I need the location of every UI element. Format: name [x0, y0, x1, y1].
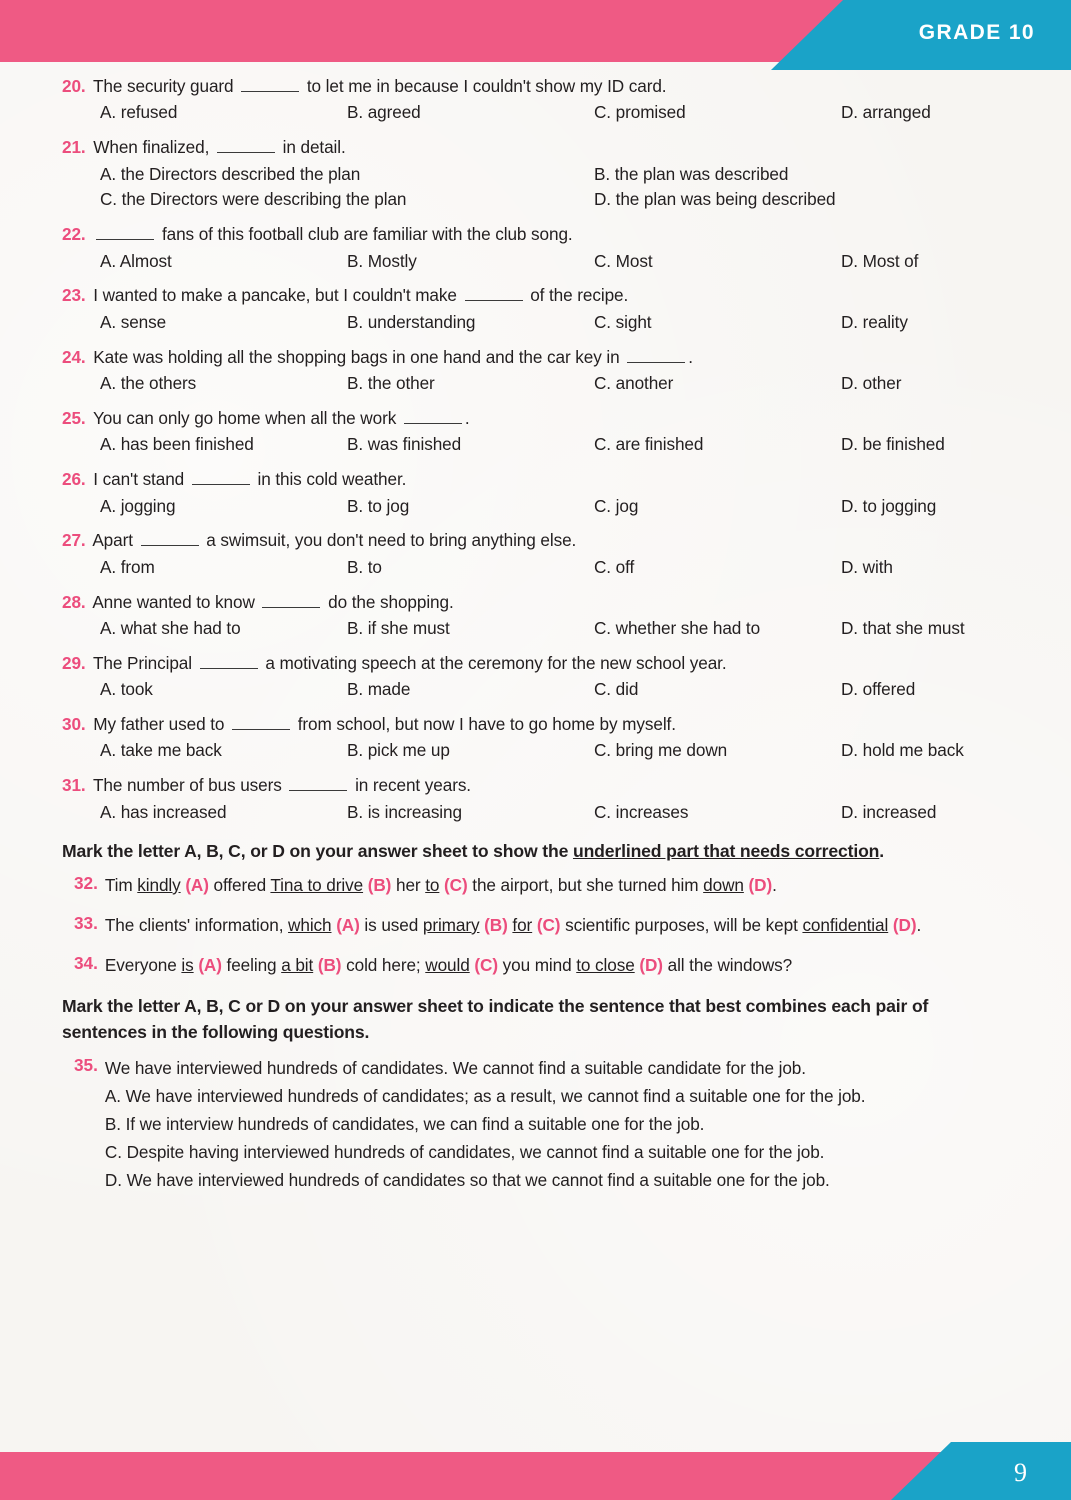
- instruction-correction-before: Mark the letter A, B, C, or D on your answer sheet to show the: [62, 841, 573, 862]
- correction-question: [62, 913, 1010, 939]
- option[interactable]: C. sight: [594, 311, 652, 332]
- combine-question: [62, 1055, 1010, 1194]
- option-list: [62, 616, 1010, 642]
- question-stem-after: in detail.: [277, 137, 346, 158]
- question-stem-before: I can't stand: [88, 469, 189, 490]
- text-segment: .: [916, 914, 922, 935]
- question-number: 30.: [62, 713, 86, 734]
- answer-blank: [141, 533, 199, 546]
- answer-blank: [262, 595, 320, 608]
- text-segment: the airport, but she turned him: [467, 874, 704, 895]
- question-stem-after: from school, but now I have to go home by myself.: [293, 713, 676, 734]
- underlined-segment[interactable]: kindly: [137, 874, 181, 895]
- page-content: [62, 74, 1010, 1195]
- question-stem-before: The security guard: [88, 76, 239, 96]
- option[interactable]: A. the others: [100, 373, 197, 394]
- option[interactable]: C. did: [594, 679, 639, 700]
- text-segment: Tim: [104, 874, 138, 895]
- question-block: [62, 135, 1010, 213]
- correction-question: [62, 873, 1010, 899]
- text-segment: scientific purposes, will be kept: [560, 914, 803, 935]
- option[interactable]: C. jog: [594, 495, 639, 516]
- question-stem-before: I wanted to make a pancake, but I couldn't make: [88, 285, 462, 306]
- combine-question-options: [105, 1083, 866, 1194]
- correction-choice-letter[interactable]: (B): [484, 914, 508, 935]
- text-segment: her: [391, 874, 426, 895]
- question-block: [62, 345, 1010, 397]
- answer-blank: [217, 140, 275, 153]
- option[interactable]: B. understanding: [347, 311, 476, 332]
- grade-label: GRADE 10: [918, 21, 1035, 44]
- question-stem-after: in this cold weather.: [252, 469, 407, 490]
- correction-question-number: 34.: [74, 952, 98, 973]
- option[interactable]: C. promised: [594, 102, 686, 123]
- correction-question-text: [105, 873, 777, 899]
- answer-blank: [200, 656, 258, 669]
- question-stem-before: Kate was holding all the shopping bags in one hand and the car key in: [88, 346, 625, 367]
- combine-option[interactable]: C. Despite having interviewed hundreds of candidates, we cannot find a suitable one for the job.: [104, 1141, 825, 1162]
- question-block: [62, 283, 1010, 335]
- text-segment: .: [772, 874, 777, 895]
- option-list: [62, 310, 1010, 336]
- underlined-segment[interactable]: to: [425, 874, 440, 895]
- option[interactable]: D. hold me back: [841, 740, 964, 761]
- text-segment: all the windows?: [662, 954, 793, 975]
- option[interactable]: C. off: [594, 556, 635, 577]
- option[interactable]: B. to jog: [347, 495, 410, 516]
- correction-choice-letter[interactable]: (C): [474, 954, 498, 975]
- question-stem: [62, 283, 1010, 307]
- text-segment: cold here;: [341, 954, 426, 975]
- option[interactable]: B. was finished: [347, 434, 462, 455]
- question-stem-after: do the shopping.: [323, 591, 454, 612]
- option[interactable]: B. to: [347, 556, 382, 577]
- option[interactable]: D. other: [841, 373, 902, 394]
- question-number: 28.: [62, 591, 86, 612]
- option[interactable]: A. took: [100, 679, 153, 700]
- option[interactable]: D. be finished: [841, 434, 945, 455]
- correction-question-number: 33.: [74, 912, 98, 933]
- correction-question-text: [105, 953, 792, 979]
- option[interactable]: C. increases: [594, 801, 689, 822]
- question-stem-after: a motivating speech at the ceremony for the new school year.: [260, 652, 727, 673]
- question-number: 27.: [62, 530, 86, 551]
- underlined-segment[interactable]: which: [288, 914, 332, 935]
- question-stem: [62, 590, 1010, 614]
- correction-question-number: 32.: [74, 872, 98, 893]
- question-stem-before: The number of bus users: [88, 775, 287, 796]
- text-segment: feeling: [221, 954, 282, 975]
- question-stem: [62, 712, 1010, 736]
- option-row: [100, 187, 1010, 213]
- question-stem: [62, 651, 1010, 675]
- correction-choice-letter[interactable]: (C): [536, 914, 561, 935]
- option[interactable]: A. take me back: [100, 740, 222, 761]
- option[interactable]: B. Mostly: [347, 250, 417, 271]
- correction-choice-letter[interactable]: (D): [892, 914, 917, 935]
- question-number: 25.: [62, 407, 86, 428]
- correction-choice-letter[interactable]: (B): [367, 874, 392, 895]
- underlined-segment[interactable]: a bit: [281, 954, 314, 975]
- option[interactable]: B. is increasing: [347, 801, 462, 822]
- correction-choice-letter[interactable]: (B): [317, 954, 342, 975]
- question-stem-before: When finalized,: [88, 137, 214, 158]
- option-list: [62, 371, 1010, 397]
- option-list: [62, 494, 1010, 520]
- option[interactable]: D. arranged: [841, 102, 931, 123]
- underlined-segment[interactable]: is: [181, 954, 194, 975]
- option-list: [62, 677, 1010, 703]
- page-header: [0, 0, 1071, 70]
- question-block: [62, 74, 1010, 126]
- question-stem-before: You can only go home when all the work: [88, 407, 401, 428]
- answer-blank: [465, 288, 523, 301]
- option-list: [62, 738, 1010, 764]
- instruction-correction-after: .: [879, 841, 885, 862]
- question-stem: [62, 135, 1010, 159]
- question-stem-after: .: [688, 346, 693, 367]
- option[interactable]: A. the Directors described the plan: [100, 163, 361, 184]
- option[interactable]: D. Most of: [841, 250, 919, 271]
- question-block: [62, 651, 1010, 703]
- question-block: [62, 590, 1010, 642]
- text-segment: Everyone: [104, 954, 182, 975]
- option-list: [62, 800, 1010, 826]
- option[interactable]: B. agreed: [347, 102, 421, 123]
- correction-choice-letter[interactable]: (A): [198, 954, 222, 975]
- option[interactable]: D. to jogging: [841, 495, 937, 516]
- underlined-segment[interactable]: Tina to drive: [270, 874, 364, 895]
- text-segment: offered: [208, 874, 271, 895]
- option[interactable]: B. the other: [347, 373, 435, 394]
- answer-blank: [192, 472, 250, 485]
- option[interactable]: A. has increased: [100, 801, 227, 822]
- question-stem: [62, 74, 1010, 98]
- correction-choice-letter[interactable]: (C): [444, 874, 468, 895]
- question-number: 31.: [62, 775, 86, 796]
- option-row: [100, 162, 1010, 188]
- option[interactable]: C. the Directors were describing the plan: [100, 189, 407, 210]
- question-block: [62, 528, 1010, 580]
- question-block: [62, 773, 1010, 825]
- option[interactable]: D. that she must: [841, 617, 965, 638]
- option[interactable]: A. refused: [100, 102, 178, 123]
- question-number: 21.: [62, 137, 86, 158]
- option[interactable]: A. Almost: [100, 250, 172, 271]
- option[interactable]: D. reality: [841, 311, 908, 332]
- question-number: 26.: [62, 469, 86, 490]
- answer-blank: [96, 227, 154, 240]
- option[interactable]: A. from: [100, 556, 155, 577]
- option-list: [62, 162, 1010, 214]
- option[interactable]: C. Most: [594, 250, 653, 271]
- option[interactable]: D. offered: [841, 679, 916, 700]
- answer-blank: [232, 717, 290, 730]
- correction-question-text: [105, 913, 921, 939]
- question-stem-before: Anne wanted to know: [88, 591, 260, 612]
- correction-choice-letter[interactable]: (D): [748, 874, 773, 895]
- option[interactable]: C. are finished: [594, 434, 704, 455]
- correction-question: [62, 953, 1010, 979]
- option[interactable]: D. with: [841, 556, 893, 577]
- question-stem-after: a swimsuit, you don't need to bring anything else.: [201, 530, 577, 551]
- question-stem: [62, 773, 1010, 797]
- option[interactable]: A. has been finished: [100, 434, 254, 455]
- question-stem-after: fans of this football club are familiar with the club song.: [157, 224, 573, 245]
- combine-question-number: 35.: [74, 1055, 98, 1076]
- question-number: 24.: [62, 346, 86, 367]
- answer-blank: [241, 79, 299, 92]
- question-stem-before: Apart: [88, 530, 138, 551]
- correction-choice-letter[interactable]: (A): [185, 874, 209, 895]
- question-stem-after: .: [464, 407, 470, 428]
- underlined-segment[interactable]: confidential: [802, 914, 889, 935]
- underlined-segment[interactable]: down: [703, 874, 744, 895]
- question-number: 23.: [62, 285, 86, 306]
- combine-question-body: [105, 1055, 866, 1194]
- option[interactable]: A. what she had to: [100, 617, 241, 638]
- question-stem: [62, 528, 1010, 552]
- option-list: [62, 432, 1010, 458]
- answer-blank: [289, 778, 347, 791]
- instruction-correction-underlined: underlined part that needs correction: [572, 841, 880, 862]
- header-pink-band: [0, 0, 880, 62]
- question-number: 22.: [62, 224, 86, 245]
- question-stem: [62, 406, 1010, 430]
- question-block: [62, 467, 1010, 519]
- option-list: [62, 100, 1010, 126]
- footer-pink-band: [0, 1452, 1000, 1500]
- option[interactable]: B. made: [347, 679, 411, 700]
- option-list: [62, 249, 1010, 275]
- combine-option[interactable]: A. We have interviewed hundreds of candidates; as a result, we cannot find a suitable one for the job.: [104, 1086, 866, 1107]
- text-segment: is used: [359, 914, 423, 935]
- correction-choice-letter[interactable]: (A): [336, 914, 360, 935]
- correction-choice-letter[interactable]: (D): [639, 954, 663, 975]
- question-stem: [62, 345, 1010, 369]
- question-block: [62, 406, 1010, 458]
- question-number: 20.: [62, 76, 86, 96]
- question-block: [62, 222, 1010, 274]
- option-list: [62, 555, 1010, 581]
- underlined-segment[interactable]: to close: [576, 954, 635, 975]
- option[interactable]: D. increased: [841, 801, 937, 822]
- answer-blank: [404, 411, 462, 424]
- text-segment: you mind: [497, 954, 577, 975]
- question-stem-before: My father used to: [88, 713, 230, 734]
- question-stem-after: to let me in because I couldn't show my ID card.: [302, 76, 667, 96]
- question-block: [62, 712, 1010, 764]
- combine-option[interactable]: B. If we interview hundreds of candidates, we can find a suitable one for the job.: [104, 1114, 705, 1135]
- option[interactable]: D. the plan was being described: [594, 189, 836, 210]
- answer-blank: [627, 350, 685, 363]
- option[interactable]: C. bring me down: [594, 740, 728, 761]
- question-stem: [62, 222, 1010, 246]
- option[interactable]: A. jogging: [100, 495, 176, 516]
- option[interactable]: A. sense: [100, 311, 167, 332]
- correction-questions: [62, 873, 1010, 978]
- option[interactable]: B. pick me up: [347, 740, 450, 761]
- multiple-choice-questions: [62, 74, 1010, 825]
- underlined-segment[interactable]: would: [425, 954, 470, 975]
- instruction-combine: Mark the letter A, B, C or D on your answer sheet to indicate the sentence that best combines each pair of sentences in the following questions.: [62, 996, 929, 1042]
- text-segment: The clients' information,: [104, 914, 289, 935]
- combine-option[interactable]: D. We have interviewed hundreds of candidates so that we cannot find a suitable one for the job.: [104, 1169, 830, 1190]
- question-stem-after: of the recipe.: [525, 285, 629, 306]
- combine-question-stem: We have interviewed hundreds of candidates. We cannot find a suitable candidate for the job.: [104, 1058, 806, 1079]
- option[interactable]: C. whether she had to: [594, 617, 761, 638]
- option[interactable]: C. another: [594, 373, 674, 394]
- underlined-segment[interactable]: primary: [422, 914, 480, 935]
- question-stem-before: The Principal: [88, 652, 197, 673]
- instruction-correction: [62, 839, 1010, 865]
- underlined-segment[interactable]: for: [512, 914, 533, 935]
- question-number: 29.: [62, 652, 86, 673]
- option[interactable]: B. the plan was described: [594, 163, 789, 184]
- page-number: 9: [1014, 1458, 1027, 1487]
- question-stem: [62, 467, 1010, 491]
- option[interactable]: B. if she must: [347, 617, 450, 638]
- question-stem-after: in recent years.: [350, 775, 471, 796]
